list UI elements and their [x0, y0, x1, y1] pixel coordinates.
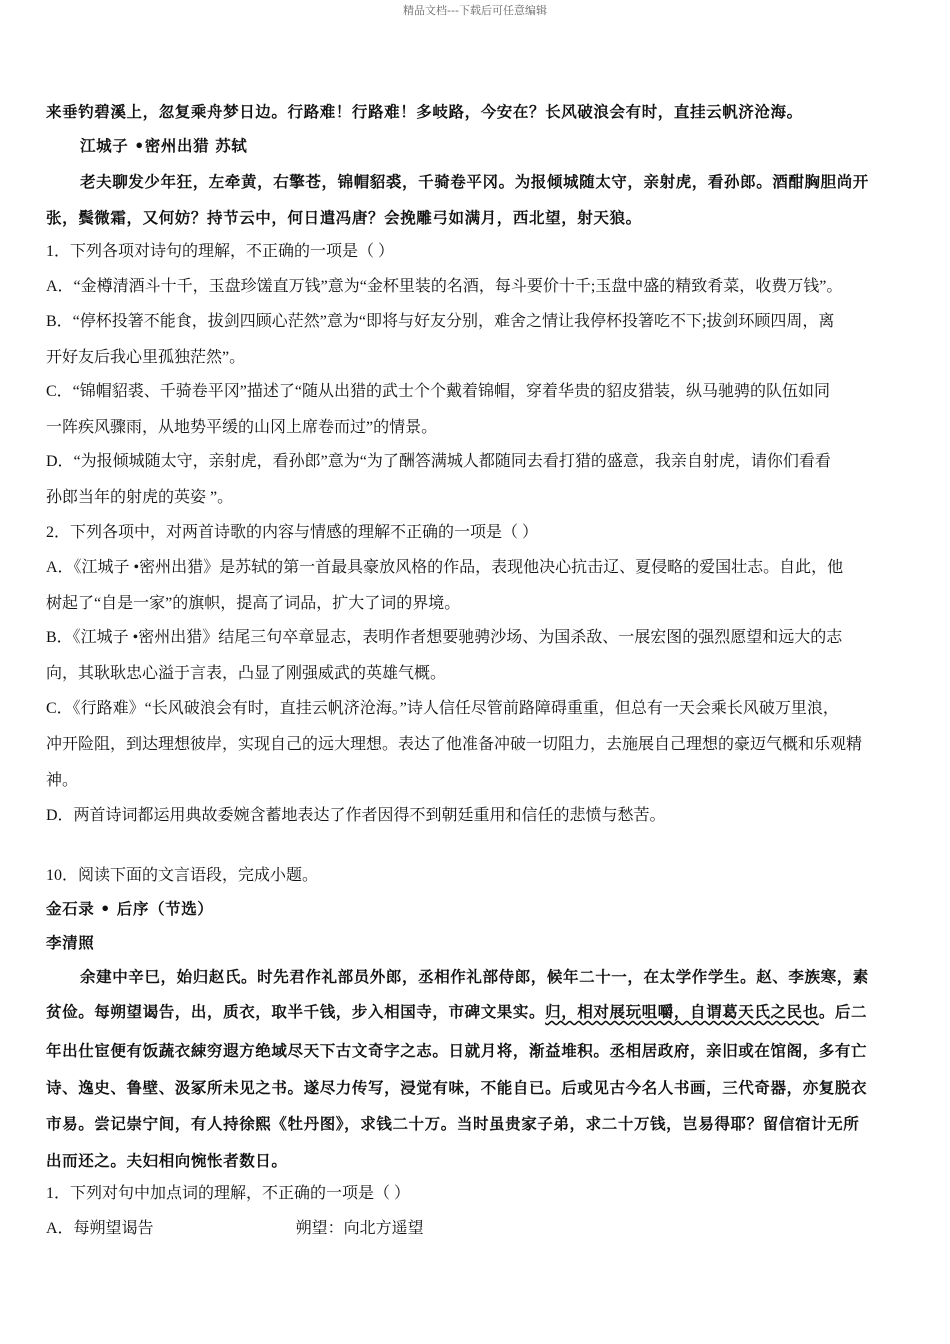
- poem-line: 张，鬓微霜，又何妨？持节云中，何日遣冯唐？会挽雕弓如满月，西北望，射天狼。: [46, 208, 642, 227]
- question-stem: 1．下列对句中加点词的理解，不正确的一项是（ ）: [46, 1185, 411, 1202]
- option-a: A．“金樽清酒斗十千，玉盘珍馐直万钱”意为“金杯里装的名酒，每斗要价十千;玉盘中盛的精致肴菜，收费万钱”。: [46, 278, 843, 295]
- poem-title: 江城子 •密州出猎 苏轼: [80, 136, 248, 155]
- option-d: D．“为报倾城随太守，亲射虎，看孙郎”意为“为了酬答满城人都随同去看打猎的盛意，我亲自射虎，请你们看看: [46, 453, 831, 470]
- passage-line: [46, 1001, 867, 1023]
- option-b: B．《江城子 •密州出猎》结尾三句卒章显志，表明作者想要驰骋沙场、为国杀敌、一展宏图的强烈愿望和远大的志: [46, 629, 843, 646]
- question-stem: 2．下列各项中，对两首诗歌的内容与情感的理解不正确的一项是（ ）: [46, 524, 539, 541]
- passage-line: 余建中辛巳，始归赵氏。时先君作礼部员外郎，丞相作礼部侍郎，候年二十一，在太学作学生。赵、李族寒，素: [80, 967, 869, 986]
- poem-line: 来垂钓碧溪上，忽复乘舟梦日边。行路难！行路难！多岐路，今安在？长风破浪会有时，直挂云帆济沧海。: [46, 102, 803, 121]
- option-c-cont: 一阵疾风骤雨，从地势平缓的山冈上席卷而过”的情景。: [46, 419, 438, 436]
- page-header: 精品文档---下载后可任意编辑: [403, 4, 547, 17]
- question-stem: 1．下列各项对诗句的理解，不正确的一项是（ ）: [46, 243, 395, 260]
- passage-text: 贫俭。每朔望谒告，出，质衣，取半千钱，步入相国寺，市碑文果实。: [46, 1002, 546, 1021]
- option-a: [46, 1218, 424, 1240]
- option-d-cont: 孙郎当年的射虎的英姿 ”。: [46, 489, 234, 506]
- option-a: A．《江城子 •密州出猎》是苏轼的第一首最具豪放风格的作品，表现他决心抗击辽、夏侵略的爱国壮志。自此，他: [46, 559, 844, 576]
- option-c-cont: 冲开险阻，到达理想彼岸，实现自己的远大理想。表达了他准备冲破一切阻力，去施展自己理想的豪迈气概和乐观精: [46, 736, 863, 753]
- option-c-cont: 神。: [46, 772, 79, 789]
- option-b-cont: 开好友后我心里孤独茫然”。: [46, 349, 246, 366]
- passage-author: 李清照: [46, 933, 95, 952]
- passage-line: 出而还之。夫妇相向惋怅者数日。: [46, 1151, 288, 1170]
- passage-line: 市易。尝记崇宁间，有人持徐熙《牡丹图》，求钱二十万。当时虽贵家子弟，求二十万钱，岂易得耶？留信宿计无所: [46, 1114, 860, 1133]
- poem-line: 老夫聊发少年狂，左牵黄，右擎苍，锦帽貂裘，千骑卷平冈。为报倾城随太守，亲射虎，看孙郎。酒酣胸胆尚开: [80, 172, 869, 191]
- option-a-meaning: 朔望：向北方遥望: [295, 1220, 424, 1237]
- option-c: C．《行路难》“长风破浪会有时，直挂云帆济沧海。”诗人信任尽管前路障碍重重，但总有一天会乘长风破万里浪，: [46, 700, 839, 717]
- passage-text: 。后二: [818, 1002, 868, 1021]
- option-d: D．两首诗词都运用典故委婉含蓄地表达了作者因得不到朝廷重用和信任的悲愤与愁苦。: [46, 807, 666, 824]
- section-heading: 10．阅读下面的文言语段，完成小题。: [46, 867, 319, 884]
- option-c: C．“锦帽貂裘、千骑卷平冈”描述了“随从出猎的武士个个戴着锦帽，穿着华贵的貂皮猎装，纵马驰骋的队伍如同: [46, 383, 830, 400]
- option-a-phrase: A．每朔望谒告: [46, 1220, 154, 1237]
- option-b: B．“停杯投箸不能食，拔剑四顾心茫然”意为“即将与好友分别，难舍之情让我停杯投箸吃不下;拔剑环顾四周，离: [46, 313, 835, 330]
- passage-line: 诗、逸史、鲁壁、汲冢所未见之书。遂尽力传写，浸觉有味，不能自已。后或见古今名人书画，三代奇器，亦复脱衣: [46, 1078, 868, 1097]
- passage-title: 金石录 • 后序（节选）: [46, 899, 214, 918]
- underlined-sentence: 归，相对展玩咀嚼，自谓葛天氏之民也: [545, 1002, 819, 1021]
- passage-line: 年出仕宦便有饭蔬衣綀穷遐方绝域尽天下古文奇字之志。日就月将，渐益堆积。丞相居政府，亲旧或在馆阁，多有亡: [46, 1041, 868, 1060]
- option-b-cont: 向，其耿耿忠心溢于言表，凸显了刚强威武的英雄气概。: [46, 665, 447, 682]
- option-a-cont: 树起了“自是一家”的旗帜，提高了词品，扩大了词的界境。: [46, 595, 461, 612]
